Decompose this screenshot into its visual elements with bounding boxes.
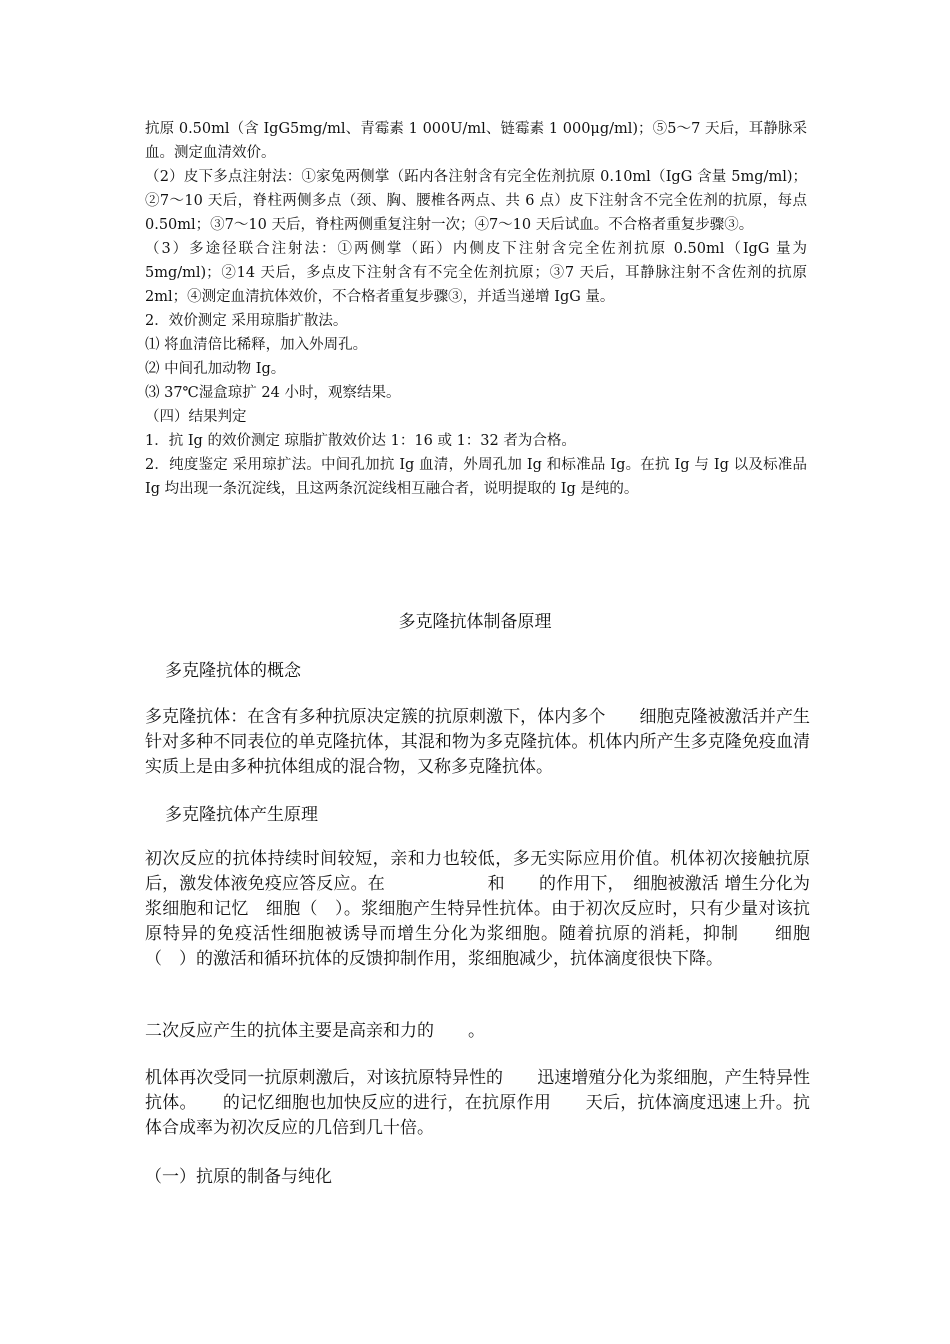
section-immunization: [145, 117, 807, 501]
paragraph: （2）皮下多点注射法：①家兔两侧掌（跖内各注射含有完全佐剂抗原 0.10ml（IgG 含量 5mg/ml)；②7～10 天后，脊柱两侧多点（颈、胸、腰椎各两点、共 6 点）皮下注射含不完全佐剂的抗原，每点 0.50ml；③7～10 天后，脊柱两侧重复注射一次；④7～10 天后试血。不合格者重复步骤③。: [145, 169, 807, 233]
heading-principle: 多克隆抗体产生原理: [165, 805, 318, 825]
paragraph: （3）多途径联合注射法：①两侧掌（跖）内侧皮下注射含完全佐剂抗原 0.50ml（IgG 量为 5mg/ml)；②14 天后，多点皮下注射含有不完全佐剂抗原；③7 天后，耳静脉注射不含佐剂的抗原 2ml；④测定血清抗体效价，不合格者重复步骤③，并适当递增 IgG 量。: [145, 241, 807, 305]
paragraph: ⑶ 37℃湿盒琼扩 24 小时，观察结果。: [145, 385, 401, 401]
heading-antigen-preparation: （一）抗原的制备与纯化: [145, 1167, 332, 1187]
paragraph: 2．纯度鉴定 采用琼扩法。中间孔加抗 Ig 血清，外周孔加 Ig 和标准品 Ig。在抗 Ig 与 Ig 以及标准品 Ig 均出现一条沉淀线，且这两条沉淀线相互融合者，说明提取的 Ig 是纯的。: [145, 457, 807, 497]
paragraph-primary-response: 初次反应的抗体持续时间较短，亲和力也较低，多无实际应用价值。机体初次接触抗原后，激发体液免疫应答反应。在 和 的作用下， 细胞被激活 增生分化为浆细胞和记忆 细胞（ ）。浆细胞产生特异性抗体。由于初次反应时，只有少量对该抗原特异的免疫活性细胞被诱导而增生分化为浆细胞。随着抗原的消耗，抑制 细胞（ ）的激活和循环抗体的反馈抑制作用，浆细胞减少，抗体滴度很快下降。: [145, 849, 810, 969]
paragraph-concept: 多克隆抗体：在含有多种抗原决定簇的抗原刺激下，体内多个 细胞克隆被激活并产生针对多种不同表位的单克隆抗体，其混和物为多克隆抗体。机体内所产生多克隆免疫血清实质上是由多种抗体组成的混合物，又称多克隆抗体。: [145, 707, 810, 777]
paragraph: ⑵ 中间孔加动物 Ig。: [145, 361, 286, 377]
paragraph: 2．效价测定 采用琼脂扩散法。: [145, 313, 348, 329]
paragraph: （四）结果判定: [145, 409, 247, 425]
paragraph-secondary-response: 二次反应产生的抗体主要是高亲和力的 。: [145, 1021, 485, 1041]
paragraph: ⑴ 将血清倍比稀释，加入外周孔。: [145, 337, 368, 353]
heading-concept: 多克隆抗体的概念: [165, 661, 301, 681]
paragraph: 1．抗 Ig 的效价测定 琼脂扩散效价达 1：16 或 1：32 者为合格。: [145, 433, 576, 449]
page-title: 多克隆抗体制备原理: [398, 612, 552, 632]
paragraph: 抗原 0.50ml（含 IgG5mg/ml、青霉素 1 000U/ml、链霉素 1 000μg/ml)；⑤5～7 天后，耳静脉采血。测定血清效价。: [145, 121, 807, 161]
paragraph-secondary-detail: 机体再次受同一抗原刺激后，对该抗原特异性的 迅速增殖分化为浆细胞，产生特异性抗体。 的记忆细胞也加快反应的进行，在抗原作用 天后，抗体滴度迅速上升。抗体合成率为初次反应的几倍到几十倍。: [145, 1068, 810, 1138]
